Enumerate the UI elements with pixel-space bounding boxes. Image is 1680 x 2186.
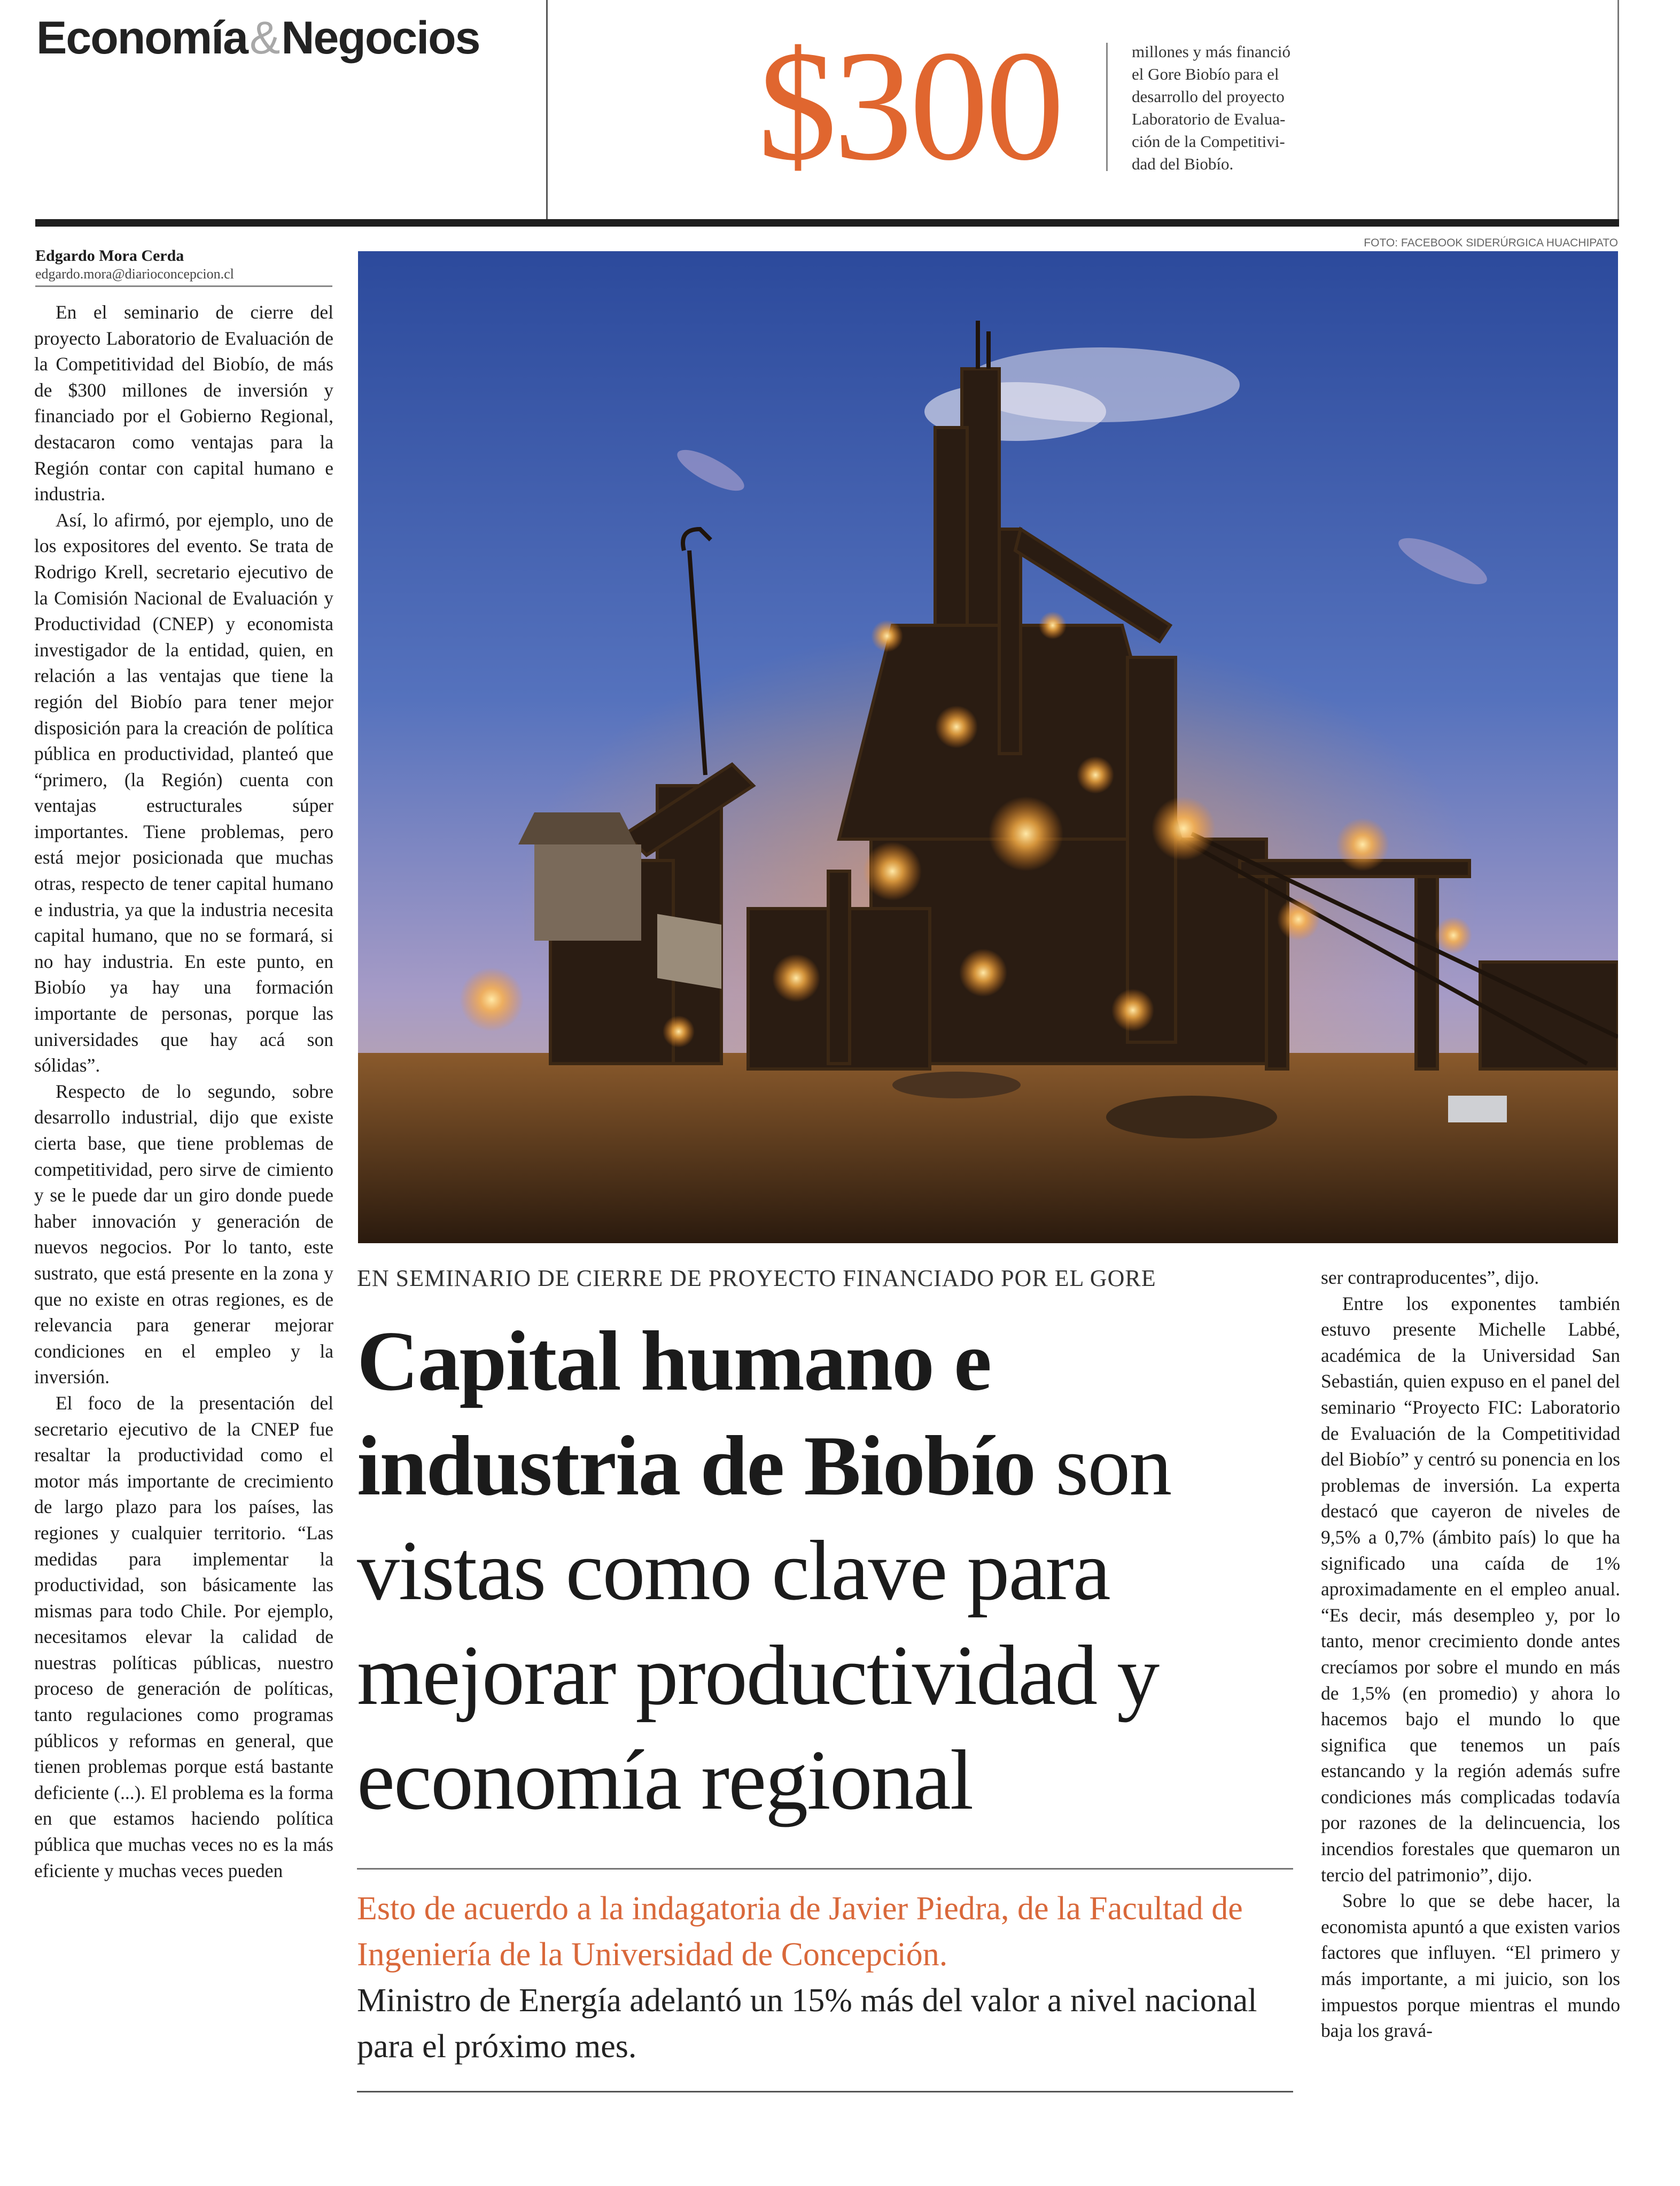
right-margin-divider [1617, 0, 1619, 220]
body-paragraph: Entre los exponentes también estuvo presente Michelle Labbé, académica de la Universidad San Sebastián, quien expuso en el panel del seminario “Proyecto FIC: Laboratorio de Evaluación de la Competitividad del Biobío” y centró su ponencia en los problemas de inversión. La experta destacó que cayeron de niveles de 9,5% a 0,7% (ámbito país) lo que ha significado una caída de 1% aproximadamente en el empleo anual. “Es decir, más desempleo y, por lo tanto, menor crecimiento donde antes crecíamos por sobre el mundo en más de 1,5% (en promedio) y ahora lo hacemos bajo el mundo lo que significa que tenemos un país estancando y la región además sufre condiciones más complicadas todavía por razones de la delincuencia, los incendios forestales que quemaron un tercio del patrimonio”, dijo. [1321, 1292, 1620, 1886]
steel-plant-photo [358, 251, 1618, 1243]
section-title-part2: Negocios [281, 12, 480, 64]
body-paragraph: Sobre lo que se debe hacer, la economista apuntó a que existen varios factores que influyen. “El primero y más importante, a mi juicio, son los impuestos porque mientras el mundo baja los gravá- [1321, 1890, 1620, 2042]
section-title-part1: Economía [36, 12, 247, 64]
deck-bottom-rule [357, 2091, 1293, 2092]
header-rule [35, 219, 1619, 227]
body-paragraph: El foco de la presentación del secretario ejecutivo de la CNEP fue resaltar la productividad como el motor más importante de crecimiento de largo plazo para los países, las regiones y cualquier territorio. “Las medidas para implementar la productividad, son básicamente las mismas para todo Chile. Por ejemplo, necesitamos elevar la calidad de nuestras políticas públicas, nuestro proceso de generación de políticas, tanto regulaciones como programas públicos y reformas en general, que tienen problemas porque está bastante deficiente (...). El problema es la forma en que estamos haciendo política pública que muchas veces no es la más eficiente y muchas veces pueden [34, 1392, 333, 1881]
body-paragraph: En el seminario de cierre del proyecto Laboratorio de Evaluación de la Competitividad del Biobío, de más de $300 millones de inversión y financiado por el Gobierno Regional, destacaron como ventajas para la Región contar con capital humano e industria. [34, 301, 333, 505]
deck-rule [357, 1868, 1293, 1870]
article-deck-highlight: Esto de acuerdo a la indagatoria de Javier Piedra, de la Facultad de Ingeniería de la Universidad de Concepción. [357, 1890, 1243, 1973]
byline-email[interactable]: edgardo.mora@diarioconcepcion.cl [35, 266, 234, 282]
body-paragraph: ser contraproducentes”, dijo. [1321, 1267, 1539, 1288]
article-kicker: EN SEMINARIO DE CIERRE DE PROYECTO FINANCIADO POR EL GORE [357, 1265, 1156, 1291]
byline-rule [35, 285, 332, 287]
photo-credit: FOTO: FACEBOOK SIDERÚRGICA HUACHIPATO [1364, 237, 1618, 249]
article-headline [357, 1308, 1313, 1832]
section-title-ampersand: & [249, 12, 279, 64]
highlight-figure: $300 [758, 18, 1061, 193]
figure-divider [1106, 43, 1108, 171]
article-body-left-column [34, 299, 333, 2111]
article-body-right-column [1321, 1265, 1620, 2130]
body-paragraph: Así, lo afirmó, por ejemplo, uno de los expositores del evento. Se trata de Rodrigo Krell, secretario ejecutivo de la Comisión Nacional de Evaluación y Productividad (CNEP) y economista investigador de la entidad, quien, en relación a las ventajas que tiene la región del Biobío para tener mejor disposición para la creación de política pública en productividad, planteó que “primero, (la Región) cuenta con ventajas estructurales súper importantes. Tiene problemas, pero está mejor posicionada que muchas otras, respecto de tener capital humano e industria, ya que la industria necesita capital humano, que no se formará, si no hay industria. En este punto, en Biobío ya hay una formación importante de personas, porque las universidades que hay acá son sólidas”. [34, 509, 333, 1076]
body-paragraph: Respecto de lo segundo, sobre desarrollo industrial, dijo que existe cierta base, que tiene problemas de competitividad, pero sirve de cimiento y se le puede dar un giro donde puede haber innovación y generación de nuevos negocios. Por lo tanto, este sustrato, que está presente en la zona y que no existe en otras regiones, es de relevancia para generar mejorar condiciones en el empleo y la inversión. [34, 1080, 333, 1388]
byline-author: Edgardo Mora Cerda [35, 247, 184, 265]
section-title [36, 9, 479, 68]
article-deck: Ministro de Energía adelantó un 15% más del valor a nivel nacional para el próximo mes. [357, 1982, 1257, 2065]
headline-light-part: son vistas como clave para mejorar productividad y economía regional [357, 1418, 1171, 1827]
headline-bold-part: Capital humano e industria de Biobío [357, 1313, 1036, 1513]
header-divider [546, 0, 548, 220]
highlight-figure-note: millones y más financió el Gore Biobío para el desarrollo del proyecto Laboratorio de Evalua- ción de la Competitivi- dad del Biobío. [1132, 42, 1291, 173]
